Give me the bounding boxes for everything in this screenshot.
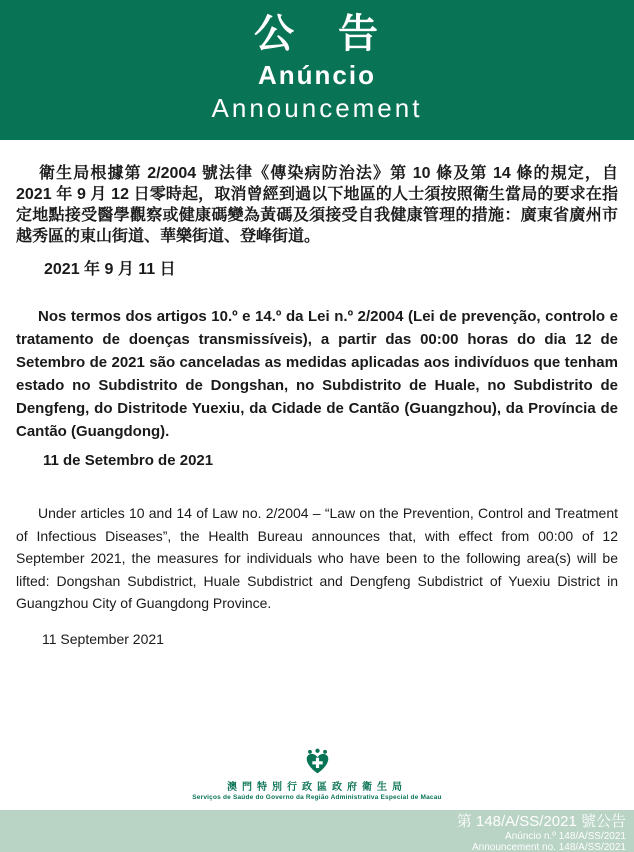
paragraph-english: Under articles 10 and 14 of Law no. 2/2004 – “Law on the Prevention, Control and Treatment of Infectious Diseases”, the Health Bureau announces that, with effect from 00:00 of 12 September 2021, the measures for individuals who have been to the following area(s) will be lifted: Dongshan Subdistrict, Huale Subdistrict and Dengfeng Subdistrict of Yuexiu District in Guangzhou City of Guangdong Province. — [16, 505, 618, 611]
bureau-name-zh: 澳門特別行政區政府衛生局 — [227, 782, 407, 793]
page-title-pt: Anúncio — [258, 60, 376, 90]
page-title-zh: 公 告 — [254, 12, 380, 56]
announcement-number-en: Announcement no. 148/A/SS/2021 — [471, 842, 626, 852]
announcement-number-pt: Anúncio n.º 148/A/SS/2021 — [505, 831, 626, 842]
announcement-number-zh: 第 148/A/SS/2021 號公告 — [456, 813, 626, 830]
health-bureau-seal — [0, 748, 634, 801]
page-title-en: Announcement — [211, 93, 423, 123]
heart-cross-logo-icon — [0, 748, 634, 775]
date-portuguese: 11 de Setembro de 2021 — [43, 452, 214, 469]
content-area — [0, 163, 634, 650]
bureau-name-pt: Serviços de Saúde do Governo da Região Administrativa Especial de Macau — [192, 794, 442, 801]
date-english: 11 September 2021 — [42, 630, 164, 647]
header-banner — [0, 0, 634, 140]
paragraph-chinese: 衛生局根據第 2/2004 號法律《傳染病防治法》第 10 條及第 14 條的規定，自 2021 年 9 月 12 日零時起，取消曾經到過以下地區的人士須按照衛生當局的要求在指定地點接受醫學觀察或健康碼變為黃碼及須接受自我健康管理的措施：廣東省廣州市越秀區的東山街道、華樂街道、登峰街道。 — [16, 165, 618, 245]
announcement-number-bar — [0, 810, 634, 852]
paragraph-portuguese: Nos termos dos artigos 10.º e 14.º da Lei n.º 2/2004 (Lei de prevenção, controlo e tratamento de doenças transmissíveis), a partir das 00:00 horas do dia 12 de Setembro de 2021 são canceladas as medidas aplicadas aos indivíduos que tenham estado no Subdistrito de Dongshan, no Subdistrito de Huale, no Subdistrito de Dengfeng, do Distritode Yuexiu, da Cidade de Cantão (Guangzhou), da Província de Cantão (Guangdong). — [16, 308, 618, 440]
date-chinese: 2021 年 9 月 11 日 — [44, 261, 176, 278]
